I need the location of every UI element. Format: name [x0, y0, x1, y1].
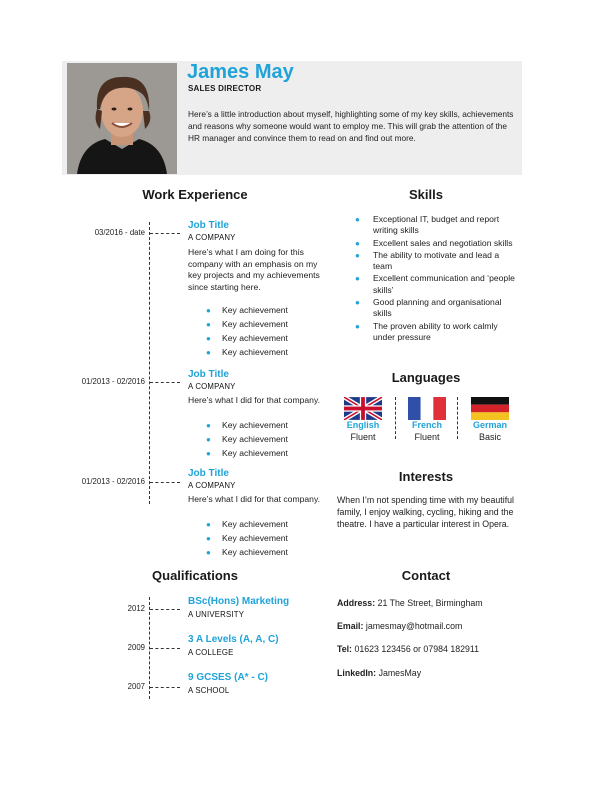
bullet-icon: ● — [355, 321, 360, 331]
job-title: Job Title — [188, 220, 229, 231]
timeline-connector — [150, 687, 180, 688]
contact-linkedin[interactable]: LinkedIn: JamesMay — [337, 668, 422, 678]
job-role: SALES DIRECTOR — [188, 84, 262, 93]
skill-item: ● Good planning and organisational skills — [355, 297, 502, 319]
bullet-icon: ● — [206, 434, 211, 444]
contact-phone: Tel: 01623 123456 or 07984 182911 — [337, 644, 480, 654]
qualification-title: 3 A Levels (A, A, C) — [188, 634, 279, 645]
bullet-icon: ● — [206, 306, 211, 315]
language-level: Fluent — [414, 432, 440, 442]
job-date: 01/2013 - 02/2016 — [81, 377, 145, 386]
qualification-institution: A SCHOOL — [188, 686, 230, 695]
timeline-connector — [150, 382, 180, 383]
bullet-icon: ● — [355, 250, 360, 260]
skill-item: ● The ability to motivate and lead a team — [355, 249, 500, 272]
interests-text: When I’m not spending time with my beautiful family, I enjoy walking, cycling, hiking and the theatre. I have a particular interest in Opera. — [337, 495, 514, 529]
achievement-item: ● Key achievement — [206, 518, 288, 532]
skills-heading: Skills — [409, 187, 443, 202]
job-description: Here’s what I did for that company. — [188, 494, 320, 504]
language-name: English — [346, 420, 380, 430]
job-description: Here’s what I am doing for this company with an emphasis on my key projects and my achievements since starting here. — [188, 247, 320, 292]
work-timeline-line — [149, 222, 150, 504]
work-experience-heading: Work Experience — [142, 187, 248, 202]
company-name: A COMPANY — [188, 481, 236, 490]
candidate-name: James May — [187, 61, 294, 83]
job-date: 03/2016 - date — [94, 228, 145, 237]
qualification-year: 2007 — [127, 682, 145, 691]
qualification-title: 9 GCSES (A* - C) — [188, 672, 269, 683]
qualification-institution: A COLLEGE — [188, 648, 234, 657]
achievement-item: ● Key achievement — [206, 346, 288, 360]
intro-text: Here’s a little introduction about myself, highlighting some of my key skills, achievements and reasons why someone would want to employ me. This will grab the attention of the HR manager and convince them to read on and find out more. — [188, 109, 514, 144]
bullet-icon: ● — [206, 333, 211, 343]
bullet-icon: ● — [355, 215, 360, 224]
language-name: French — [411, 420, 442, 430]
achievement-item: ● Key achievement — [206, 447, 288, 461]
qualification-year: 2009 — [127, 643, 145, 652]
achievement-list — [206, 304, 288, 360]
contact-heading: Contact — [401, 568, 451, 583]
contact-email[interactable]: Email: jamesmay@hotmail.com — [337, 621, 463, 631]
bullet-icon: ● — [206, 533, 211, 543]
achievement-item: ● Key achievement — [206, 532, 288, 546]
achievement-item: ● Key achievement — [206, 419, 288, 433]
bullet-icon: ● — [355, 298, 360, 308]
bullet-icon: ● — [206, 319, 211, 329]
company-name: A COMPANY — [188, 382, 236, 391]
skills-list — [355, 214, 518, 344]
bullet-icon: ● — [206, 421, 211, 430]
bullet-icon: ● — [206, 520, 211, 529]
job-date: 01/2013 - 02/2016 — [81, 477, 145, 486]
contact-address: Address: 21 The Street, Birmingham — [337, 598, 483, 608]
bullet-icon: ● — [206, 347, 211, 357]
qualification-institution: A UNIVERSITY — [188, 610, 245, 619]
qualification-year: 2012 — [127, 604, 145, 613]
language-separator — [457, 397, 458, 439]
uk-flag-icon — [344, 397, 382, 420]
achievement-item: ● Key achievement — [206, 318, 288, 332]
job-title: Job Title — [188, 369, 229, 380]
achievement-item: ● Key achievement — [206, 546, 288, 560]
achievement-list — [206, 419, 288, 461]
bullet-icon: ● — [355, 274, 360, 284]
germany-flag-icon — [471, 397, 509, 420]
languages-heading: Languages — [391, 370, 461, 385]
bullet-icon: ● — [206, 448, 211, 458]
job-description: Here’s what I did for that company. — [188, 395, 320, 405]
timeline-connector — [150, 233, 180, 234]
achievement-item: ● Key achievement — [206, 304, 288, 318]
language-separator — [395, 397, 396, 439]
skill-item: ● The proven ability to work calmly under pressure — [355, 320, 498, 342]
company-name: A COMPANY — [188, 233, 236, 242]
bullet-icon: ● — [355, 238, 360, 248]
achievement-item: ● Key achievement — [206, 332, 288, 346]
achievement-item: ● Key achievement — [206, 433, 288, 447]
profile-photo — [67, 63, 177, 174]
achievement-list — [206, 518, 288, 560]
bullet-icon: ● — [206, 547, 211, 557]
language-name: German — [472, 420, 507, 430]
language-level: Fluent — [350, 432, 376, 442]
qualification-title: BSc(Hons) Marketing — [188, 596, 290, 607]
interests-heading: Interests — [398, 469, 454, 484]
france-flag-icon — [408, 397, 446, 420]
timeline-connector — [150, 609, 180, 610]
skill-item: ● Excellent sales and negotiation skills — [355, 237, 513, 248]
timeline-connector — [150, 482, 180, 483]
job-title: Job Title — [188, 468, 229, 479]
skill-item: ● Excellent communication and ‘people skills’ — [355, 273, 515, 295]
qualifications-heading: Qualifications — [152, 568, 238, 583]
language-level: Basic — [478, 432, 501, 442]
skill-item: ● Exceptional IT, budget and report writing skills — [355, 214, 500, 236]
timeline-connector — [150, 648, 180, 649]
